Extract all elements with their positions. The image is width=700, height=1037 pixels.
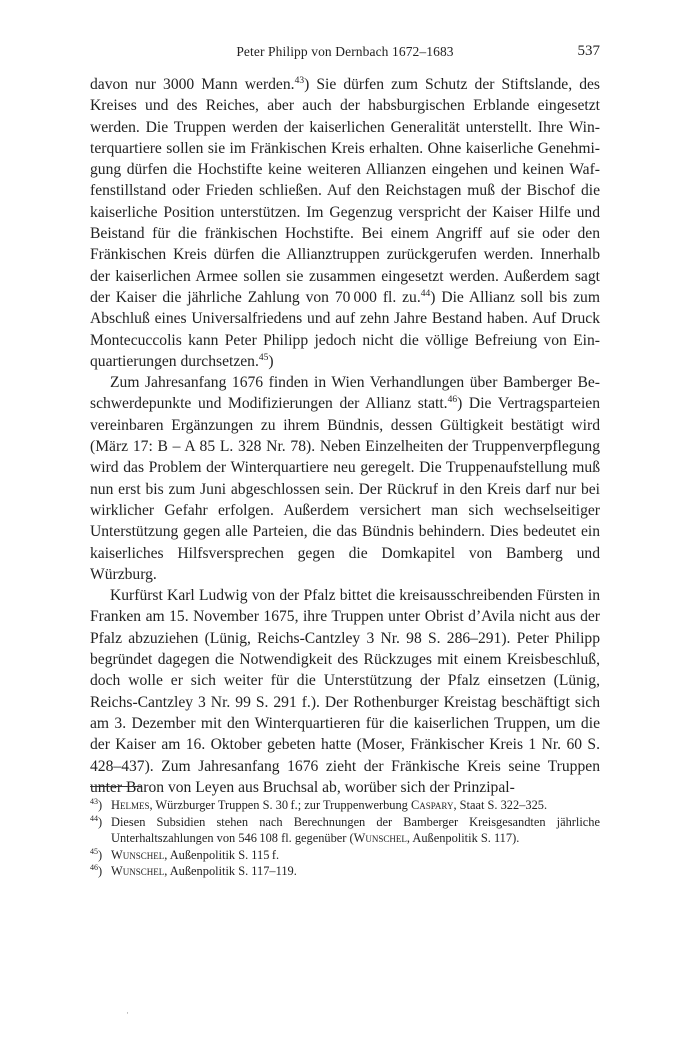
running-head	[90, 44, 600, 66]
text-run: , Außenpolitik S. 117–119.	[164, 864, 297, 878]
footnote-number: $^{45}$)	[90, 846, 103, 862]
text-run: Kurfürst Karl Ludwig von der Pfalz bittet die kreisausschreibenden Fürsten in Franken am 15. November 1675, ihre Truppen unter Obrist d’Avila nicht aus der Pfalz abzuziehen (Lünig, Reichs-Cantzley 3 Nr. 98 S. 286–291). Peter Philipp begründet dagegen die Notwendigkeit des Rückzuges mit einem Kreisbeschluß, doch wolle er sich weiter für die Unterstützung der Pfalz einsetzen (Lünig, Reichs-Cantzley 3 Nr. 99 S. 291 f.). Der Rothenburger Kreistag beschäftigt sich am 3. Dezember mit den Winterquartieren für die kaiserlichen Truppen, um die der Kaiser am 16. Oktober gebeten hatte (Moser, Fränkischer Kreis 1 Nr. 60 S. 428–437). Zum Jahresanfang 1676 zieht der Fränkische Kreis seine Truppen unter Baron von Leyen aus Bruchsal ab, worüber sich der Prinzipal-	[90, 587, 600, 796]
footnote-reference: 44	[420, 288, 431, 299]
footnote-number-value: 43	[90, 797, 98, 806]
text-run: ) Die Allianz soll bis zum Abschluß eines Universalfriedens und auf zehn Jahre Bestand haben. Auf Druck Montecuccolis kann Peter Philipp jedoch nicht die völlige Befreiung von Einquartierungen durchsetzen.	[90, 288, 600, 370]
text-run: , Würzburger Truppen S. 30 f.; zur Truppenwerbung	[149, 798, 411, 812]
footnotes	[90, 797, 600, 880]
author-name: Wunschel	[111, 847, 165, 862]
footnote-number-value: 45	[90, 846, 98, 856]
footnote-number-value: 46	[90, 863, 98, 872]
text-run: )	[268, 352, 274, 370]
main-text	[90, 74, 600, 798]
footnote	[90, 814, 600, 847]
text-run: Zum Jahresanfang 1676 finden in Wien Verhandlungen über Bamberger Beschwerdepunkte und Modifizierungen der Allianz statt.	[90, 374, 600, 413]
text-run: , Außenpolitik S. 117).	[406, 831, 520, 845]
footnote-number-value: 44	[90, 813, 98, 823]
text-run: , Außenpolitik S. 115 f.	[164, 847, 280, 862]
paragraph	[90, 372, 600, 585]
footnote-separator	[90, 786, 142, 787]
footnote-number: $^{43}$)	[90, 797, 103, 812]
footnote	[90, 863, 600, 880]
footnote-number: $^{46}$)	[90, 863, 103, 878]
footnote	[90, 847, 600, 864]
running-title: Peter Philipp von Dernbach 1672–1683	[236, 44, 454, 59]
footnote-number: $^{44}$)	[90, 813, 103, 829]
footnote-reference: 45	[258, 352, 269, 363]
text-run: davon nur 3000 Mann werden.	[90, 76, 295, 93]
author-name: Helmes	[111, 798, 150, 812]
page-number: 537	[577, 43, 600, 59]
text-run: Diesen Subsidien stehen nach Berechnungen der Bamberger Kreisgesandten jährliche Unterhaltszahlungen von 546 108 fl. gegenüber (	[111, 814, 600, 845]
author-name: Wunschel	[353, 831, 407, 845]
footnote-reference: 46	[447, 395, 458, 406]
author-name: Caspary	[410, 798, 454, 812]
author-name: Wunschel	[111, 864, 165, 878]
footnote-reference: 43	[294, 76, 305, 86]
footnote	[90, 797, 600, 814]
stray-mark: ·	[126, 1008, 129, 1018]
text-run: ) Die Vertragsparteien vereinbaren Ergänzungen zu ihrem Bündnis, dessen Gültigkeit bestätigt wird (März 17: B – A 85 L. 328 Nr. 78). Neben Einzelheiten der Truppenverpflegung wird das Problem der Winterquartiere neu geregelt. Die Truppenaufstellung muß nun erst bis zum Juni abgeschlossen sein. Der Rückruf in den Kreis darf nur bei wirklicher Gefahr erfolgen. Außerdem versichert man sich wechselseitiger Unterstützung gegen alle Parteien, die das Bündnis behindern. Dies bedeutet ein kaiserliches Hilfsversprechen gegen die Domkapitel von Bamberg und Würzburg.	[90, 395, 600, 583]
paragraph	[90, 585, 600, 798]
text-run: , Staat S. 322–325.	[453, 798, 548, 812]
paragraph	[90, 74, 600, 372]
text-run: ) Sie dürfen zum Schutz der Stiftslande, des Kreises und des Reiches, aber auch der habsburgischen Erblande eingesetzt werden. Die Truppen werden der kaiserlichen Generalität unterstellt. Ihre Winterquartiere sollen sie im Fränkischen Kreis erhalten. Ohne kaiserliche Genehmigung dürfen die Hochstifte keine weiteren Allianzen eingehen und keinen Waffenstillstand oder Frieden schließen. Auf den Reichstagen muß der Bischof die kaiserliche Position unterstützen. Im Gegenzug verspricht der Kaiser Hilfe und Beistand für die fränkischen Hochstifte. Bei einem Angriff auf sie oder den Fränkischen Kreis dürfen die Allianztruppen zurückgerufen werden. Innerhalb der kaiserlichen Armee sollen sie zusammen eingesetzt werden. Außerdem sagt der Kaiser die jährliche Zahlung von 70 000 fl. zu.	[90, 76, 600, 306]
